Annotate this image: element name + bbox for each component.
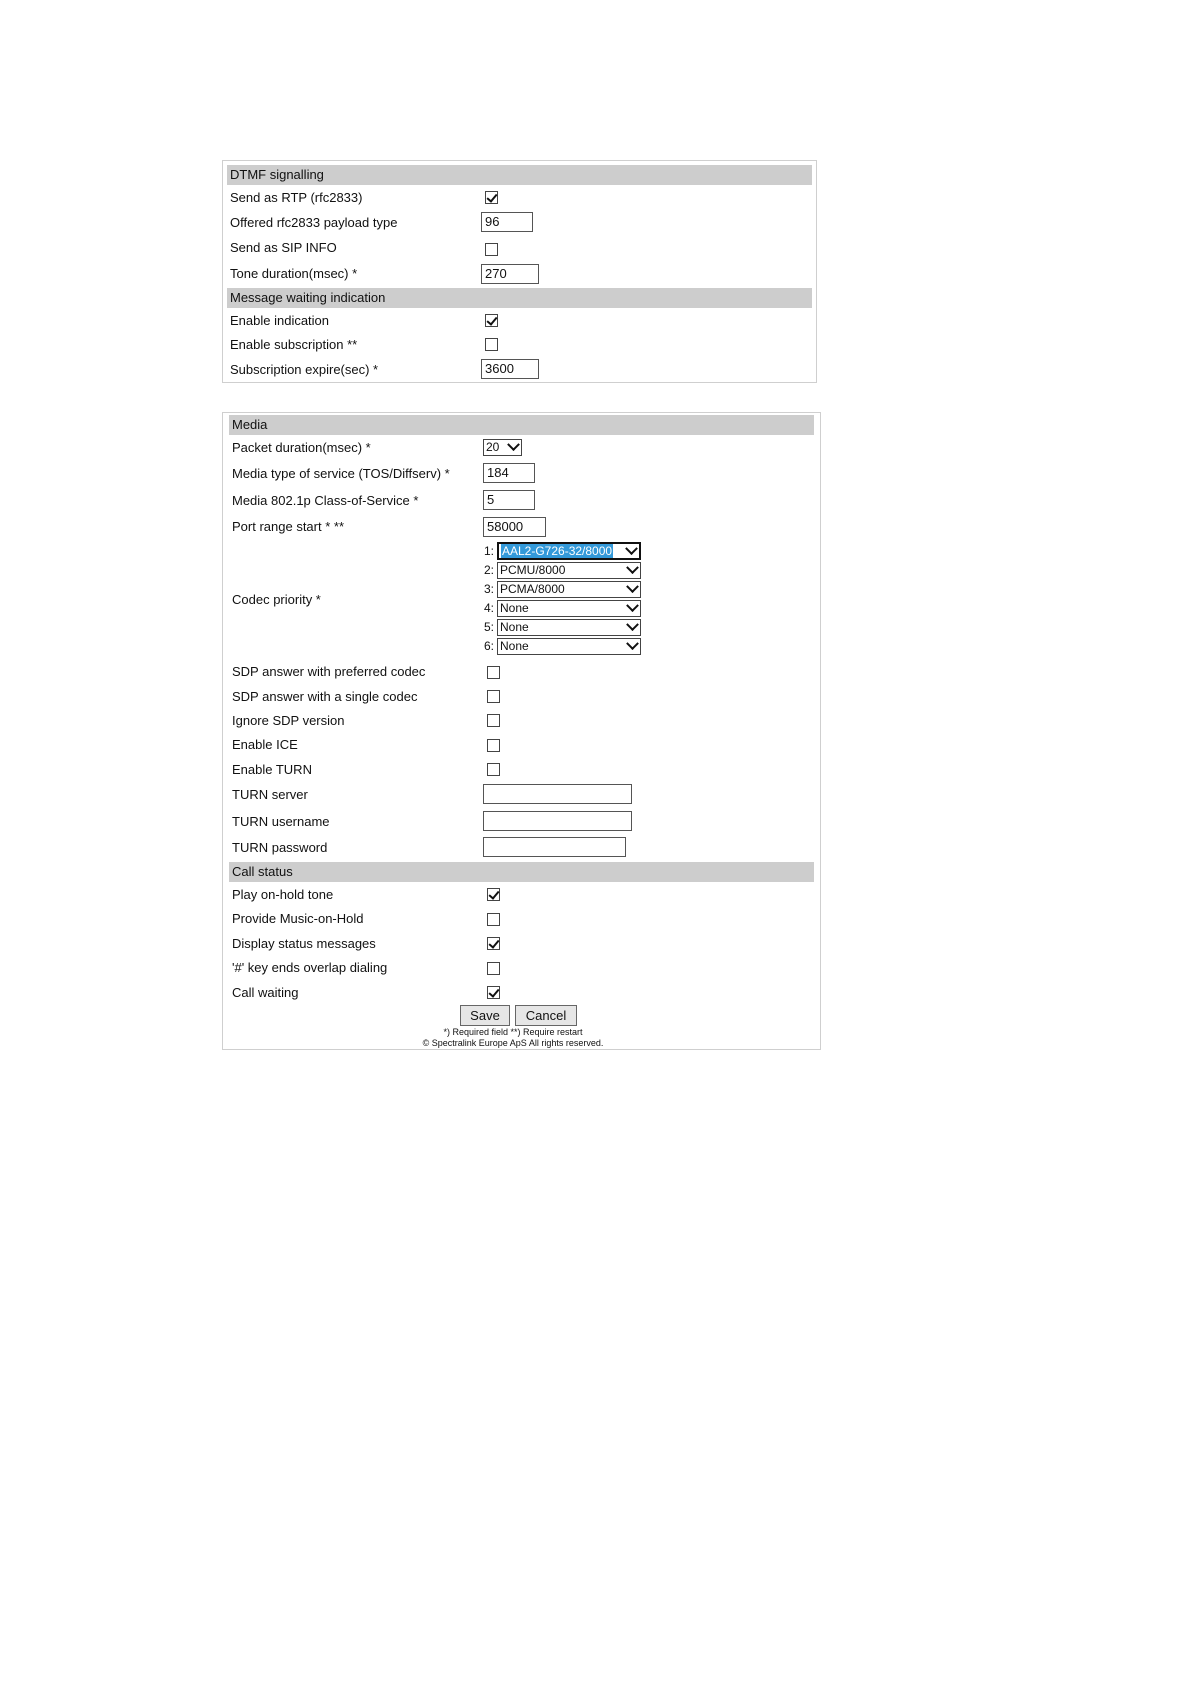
turn-username-input[interactable] [483, 811, 632, 831]
music-on-hold-checkbox[interactable] [487, 913, 500, 926]
send-sip-info-label: Send as SIP INFO [230, 240, 337, 255]
turn-server-label: TURN server [232, 787, 308, 802]
payload-type-label: Offered rfc2833 payload type [230, 215, 398, 230]
tone-duration-input[interactable]: 270 [481, 264, 539, 284]
dtmf-panel [222, 160, 817, 383]
cos-input[interactable]: 5 [483, 490, 535, 510]
codec-1-value: AAL2-G726-32/8000 [502, 544, 613, 558]
codec-6-select[interactable] [497, 638, 641, 655]
codec-1-number: 1: [484, 544, 495, 558]
chevron-down-icon [626, 637, 639, 650]
enable-turn-label: Enable TURN [232, 762, 312, 777]
codec-5-value: None [500, 620, 529, 634]
enable-ice-checkbox[interactable] [487, 739, 500, 752]
sdp-preferred-label: SDP answer with preferred codec [232, 664, 426, 679]
tos-label: Media type of service (TOS/Diffserv) * [232, 466, 450, 481]
call-waiting-checkbox[interactable] [487, 986, 500, 999]
codec-2-number: 2: [484, 563, 495, 577]
codec-3-select[interactable] [497, 581, 641, 598]
codec-4-number: 4: [484, 601, 495, 615]
on-hold-tone-label: Play on-hold tone [232, 887, 334, 902]
cancel-button[interactable]: Cancel [515, 1005, 577, 1026]
send-rtp-label: Send as RTP (rfc2833) [230, 190, 363, 205]
chevron-down-icon [626, 580, 639, 593]
packet-duration-value: 20 [486, 440, 500, 454]
chevron-down-icon [507, 438, 520, 451]
tone-duration-label: Tone duration(msec) * [230, 266, 358, 281]
codec-2-select[interactable] [497, 562, 641, 579]
call-status-section-header: Call status [229, 862, 814, 882]
codec-2-value: PCMU/8000 [500, 563, 566, 577]
mwi-section-header: Message waiting indication [227, 288, 812, 308]
hash-key-label: '#' key ends overlap dialing [232, 960, 388, 975]
sdp-preferred-checkbox[interactable] [487, 666, 500, 679]
sdp-single-checkbox[interactable] [487, 690, 500, 703]
packet-duration-select[interactable] [483, 439, 522, 456]
hash-key-checkbox[interactable] [487, 962, 500, 975]
port-range-input[interactable]: 58000 [483, 517, 546, 537]
turn-password-input[interactable] [483, 837, 626, 857]
enable-turn-checkbox[interactable] [487, 763, 500, 776]
codec-5-number: 5: [484, 620, 495, 634]
tos-input[interactable]: 184 [483, 463, 535, 483]
status-messages-checkbox[interactable] [487, 937, 500, 950]
chevron-down-icon [625, 542, 638, 555]
codec-6-number: 6: [484, 639, 495, 653]
enable-indication-label: Enable indication [230, 313, 330, 328]
codec-priority-label: Codec priority * [232, 592, 321, 607]
chevron-down-icon [626, 561, 639, 574]
turn-server-input[interactable] [483, 784, 632, 804]
cos-label: Media 802.1p Class-of-Service * [232, 493, 419, 508]
music-on-hold-label: Provide Music-on-Hold [232, 911, 364, 926]
codec-3-value: PCMA/8000 [500, 582, 565, 596]
enable-subscription-checkbox[interactable] [485, 338, 498, 351]
on-hold-tone-checkbox[interactable] [487, 888, 500, 901]
media-section-header: Media [229, 415, 814, 435]
subscription-expire-input[interactable]: 3600 [481, 359, 539, 379]
enable-subscription-label: Enable subscription ** [230, 337, 358, 352]
enable-ice-label: Enable ICE [232, 737, 298, 752]
codec-1-select[interactable] [497, 542, 641, 560]
codec-3-number: 3: [484, 582, 495, 596]
required-legend: *) Required field **) Require restart [443, 1027, 583, 1037]
sdp-single-label: SDP answer with a single codec [232, 689, 418, 704]
ignore-sdp-checkbox[interactable] [487, 714, 500, 727]
call-waiting-label: Call waiting [232, 985, 299, 1000]
status-messages-label: Display status messages [232, 936, 376, 951]
chevron-down-icon [626, 599, 639, 612]
payload-type-input[interactable]: 96 [481, 212, 533, 232]
chevron-down-icon [626, 618, 639, 631]
send-sip-info-checkbox[interactable] [485, 243, 498, 256]
ignore-sdp-label: Ignore SDP version [232, 713, 345, 728]
subscription-expire-label: Subscription expire(sec) * [230, 362, 379, 377]
port-range-label: Port range start * ** [232, 519, 344, 534]
codec-4-value: None [500, 601, 529, 615]
send-rtp-checkbox[interactable] [485, 191, 498, 204]
turn-password-label: TURN password [232, 840, 328, 855]
codec-5-select[interactable] [497, 619, 641, 636]
media-panel [222, 412, 821, 1050]
copyright: © Spectralink Europe ApS All rights reserved. [422, 1038, 604, 1048]
codec-4-select[interactable] [497, 600, 641, 617]
packet-duration-label: Packet duration(msec) * [232, 440, 371, 455]
enable-indication-checkbox[interactable] [485, 314, 498, 327]
save-button[interactable]: Save [460, 1005, 510, 1026]
codec-6-value: None [500, 639, 529, 653]
turn-username-label: TURN username [232, 814, 330, 829]
dtmf-section-header: DTMF signalling [227, 165, 812, 185]
